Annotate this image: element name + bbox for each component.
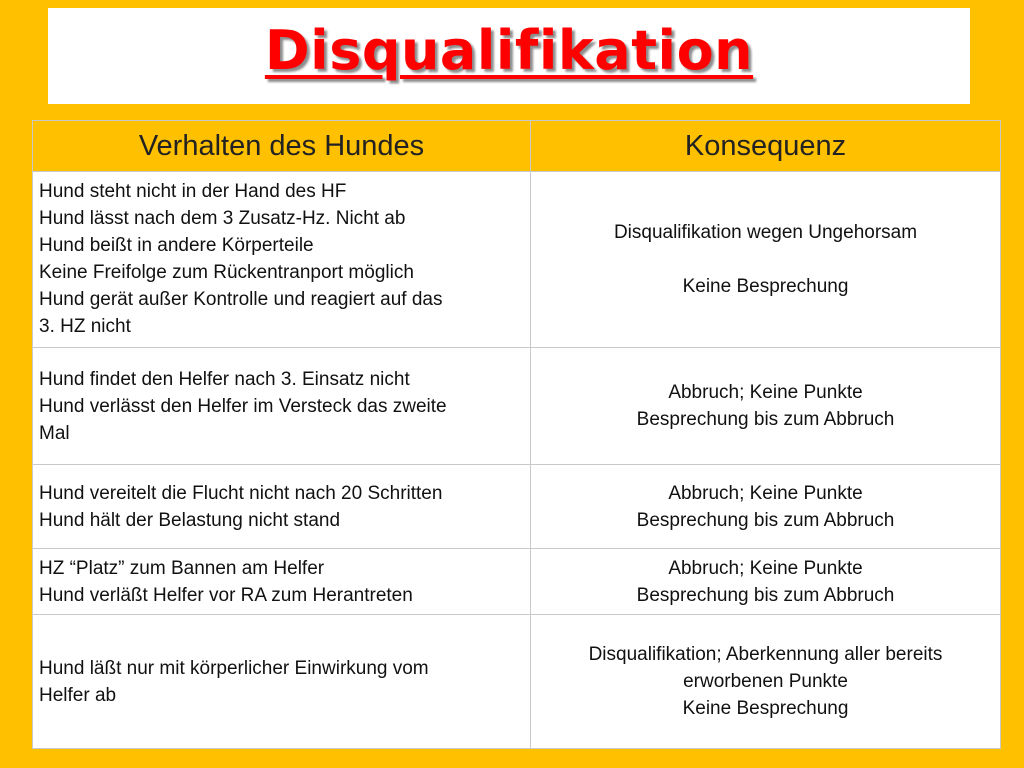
consequence-line: Besprechung bis zum Abbruch <box>636 584 895 606</box>
table-row <box>33 172 1001 348</box>
consequence-cell <box>531 615 1001 749</box>
behavior-cell <box>33 348 531 465</box>
consequence-line: Disqualifikation wegen Ungehorsam <box>613 222 918 243</box>
behavior-line: Helfer ab <box>39 684 117 706</box>
consequence-cell <box>531 172 1001 348</box>
behavior-line: Hund beißt in andere Körperteile <box>39 235 314 256</box>
page-title: Disqualifikation <box>264 18 754 82</box>
behavior-line: Hund vereitelt die Flucht nicht nach 20 Schritten <box>39 482 443 504</box>
consequence-line: Abbruch; Keine Punkte <box>668 482 863 504</box>
table-row <box>33 465 1001 549</box>
consequence-line: Besprechung bis zum Abbruch <box>636 409 895 430</box>
consequence-line: Abbruch; Keine Punkte <box>668 557 863 579</box>
consequence-line: Abbruch; Keine Punkte <box>668 382 863 403</box>
behavior-cell <box>33 465 531 549</box>
behavior-line: Hund läßt nur mit körperlicher Einwirkung vom <box>39 657 429 679</box>
behavior-line: Hund lässt nach dem 3 Zusatz-Hz. Nicht ab <box>39 208 406 229</box>
behavior-line: Mal <box>39 422 70 444</box>
behavior-line: 3. HZ nicht <box>39 316 131 337</box>
rules-table <box>32 120 1001 749</box>
consequence-cell <box>531 348 1001 465</box>
behavior-cell <box>33 172 531 348</box>
behavior-line: HZ “Platz” zum Bannen am Helfer <box>39 557 325 579</box>
title-banner <box>48 8 970 104</box>
behavior-line: Hund verlässt den Helfer im Versteck das zweite <box>39 395 447 417</box>
behavior-cell <box>33 549 531 615</box>
table-row <box>33 615 1001 749</box>
table-row <box>33 348 1001 465</box>
behavior-cell <box>33 615 531 749</box>
consequence-line: Keine Besprechung <box>682 276 849 297</box>
behavior-line: Hund findet den Helfer nach 3. Einsatz nicht <box>39 368 410 390</box>
behavior-line: Hund steht nicht in der Hand des HF <box>39 181 347 202</box>
column-header-behavior: Verhalten des Hundes <box>33 121 531 172</box>
table-row <box>33 549 1001 615</box>
behavior-line: Hund hält der Belastung nicht stand <box>39 509 341 531</box>
consequence-line: erworbenen Punkte <box>683 671 848 692</box>
consequence-spacer <box>531 246 1000 273</box>
consequence-line: Besprechung bis zum Abbruch <box>636 509 895 531</box>
behavior-line: Hund gerät außer Kontrolle und reagiert auf das <box>39 289 443 310</box>
consequence-cell <box>531 465 1001 549</box>
consequence-cell <box>531 549 1001 615</box>
consequence-line: Keine Besprechung <box>682 698 849 719</box>
behavior-line: Hund verläßt Helfer vor RA zum Herantreten <box>39 584 413 606</box>
consequence-line: Disqualifikation; Aberkennung aller bereits <box>588 644 943 665</box>
table-header-row <box>33 121 1001 172</box>
column-header-consequence: Konsequenz <box>531 121 1001 172</box>
behavior-line: Keine Freifolge zum Rückentranport möglich <box>39 262 414 283</box>
